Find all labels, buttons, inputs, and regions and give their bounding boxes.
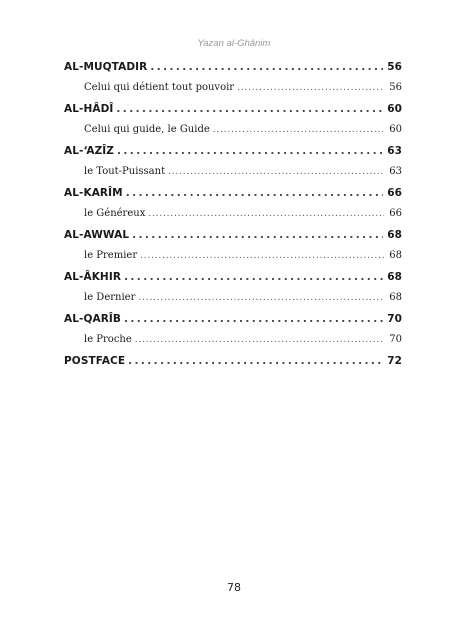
dot-leader <box>126 184 384 203</box>
subtitle-page-number: 68 <box>389 250 402 261</box>
chapter-title: AL-QARÎB <box>64 313 122 325</box>
dot-leader <box>150 58 383 77</box>
chapter-page-number: 68 <box>387 271 402 283</box>
dot-leader <box>117 142 383 161</box>
chapter-page-number: 68 <box>387 229 402 241</box>
page-number: 78 <box>227 581 241 594</box>
chapter-page-number: 60 <box>387 103 402 115</box>
toc-chapter-row[interactable] <box>64 100 402 119</box>
toc-entry-postface <box>64 352 402 371</box>
toc-subtitle-row[interactable] <box>64 119 402 140</box>
subtitle-text: le Généreux <box>84 208 146 219</box>
dot-leader <box>135 330 384 351</box>
subtitle-page-number: 63 <box>389 166 402 177</box>
chapter-page-number: 70 <box>387 313 402 325</box>
subtitle-text: Celui qui guide, le Guide <box>84 124 210 135</box>
toc-chapter-row[interactable] <box>64 310 402 329</box>
toc-subtitle-row[interactable] <box>64 203 402 224</box>
toc-entry <box>64 268 402 308</box>
toc-chapter-row[interactable] <box>64 142 402 161</box>
toc-chapter-row[interactable] <box>64 184 402 203</box>
subtitle-text: Celui qui détient tout pouvoir <box>84 82 235 93</box>
dot-leader <box>213 120 384 141</box>
toc-entry <box>64 310 402 350</box>
toc-subtitle-row[interactable] <box>64 245 402 266</box>
toc-subtitle-row[interactable] <box>64 329 402 350</box>
chapter-title: AL-AWWAL <box>64 229 130 241</box>
dot-leader <box>124 310 383 329</box>
toc-subtitle-row[interactable] <box>64 77 402 98</box>
toc-entry <box>64 142 402 182</box>
chapter-title: AL-HÂDÎ <box>64 103 114 115</box>
toc-subtitle-row[interactable] <box>64 287 402 308</box>
toc-chapter-row[interactable] <box>64 226 402 245</box>
dot-leader <box>138 288 384 309</box>
chapter-title: AL-MUQTADIR <box>64 61 148 73</box>
toc-entry <box>64 100 402 140</box>
toc-chapter-row[interactable] <box>64 268 402 287</box>
toc-entry <box>64 226 402 266</box>
toc-entry <box>64 58 402 98</box>
chapter-page-number: 56 <box>387 61 402 73</box>
subtitle-page-number: 68 <box>389 292 402 303</box>
chapter-page-number: 63 <box>387 145 402 157</box>
subtitle-text: le Dernier <box>84 292 136 303</box>
dot-leader <box>128 352 383 371</box>
dot-leader <box>148 204 384 225</box>
toc-entry <box>64 184 402 224</box>
running-header: Yazan al-Ghânim <box>197 38 271 49</box>
toc-subtitle-row[interactable] <box>64 161 402 182</box>
dot-leader <box>116 100 383 119</box>
subtitle-text: le Premier <box>84 250 138 261</box>
dot-leader <box>132 226 383 245</box>
subtitle-text: le Proche <box>84 334 132 345</box>
postface-page-number: 72 <box>387 355 402 367</box>
subtitle-text: le Tout-Puissant <box>84 166 166 177</box>
postface-title: POSTFACE <box>64 355 126 367</box>
dot-leader <box>140 246 384 267</box>
dot-leader <box>168 162 384 183</box>
subtitle-page-number: 66 <box>389 208 402 219</box>
dot-leader <box>237 78 384 99</box>
subtitle-page-number: 70 <box>389 334 402 345</box>
table-of-contents <box>64 58 402 371</box>
subtitle-page-number: 60 <box>389 124 402 135</box>
subtitle-page-number: 56 <box>389 82 402 93</box>
toc-postface-row[interactable] <box>64 352 402 371</box>
toc-chapter-row[interactable] <box>64 58 402 77</box>
dot-leader <box>124 268 383 287</box>
chapter-title: AL-‘AZÎZ <box>64 145 115 157</box>
chapter-title: AL-ÂKHIR <box>64 271 122 283</box>
chapter-page-number: 66 <box>387 187 402 199</box>
chapter-title: AL-KARÎM <box>64 187 123 199</box>
